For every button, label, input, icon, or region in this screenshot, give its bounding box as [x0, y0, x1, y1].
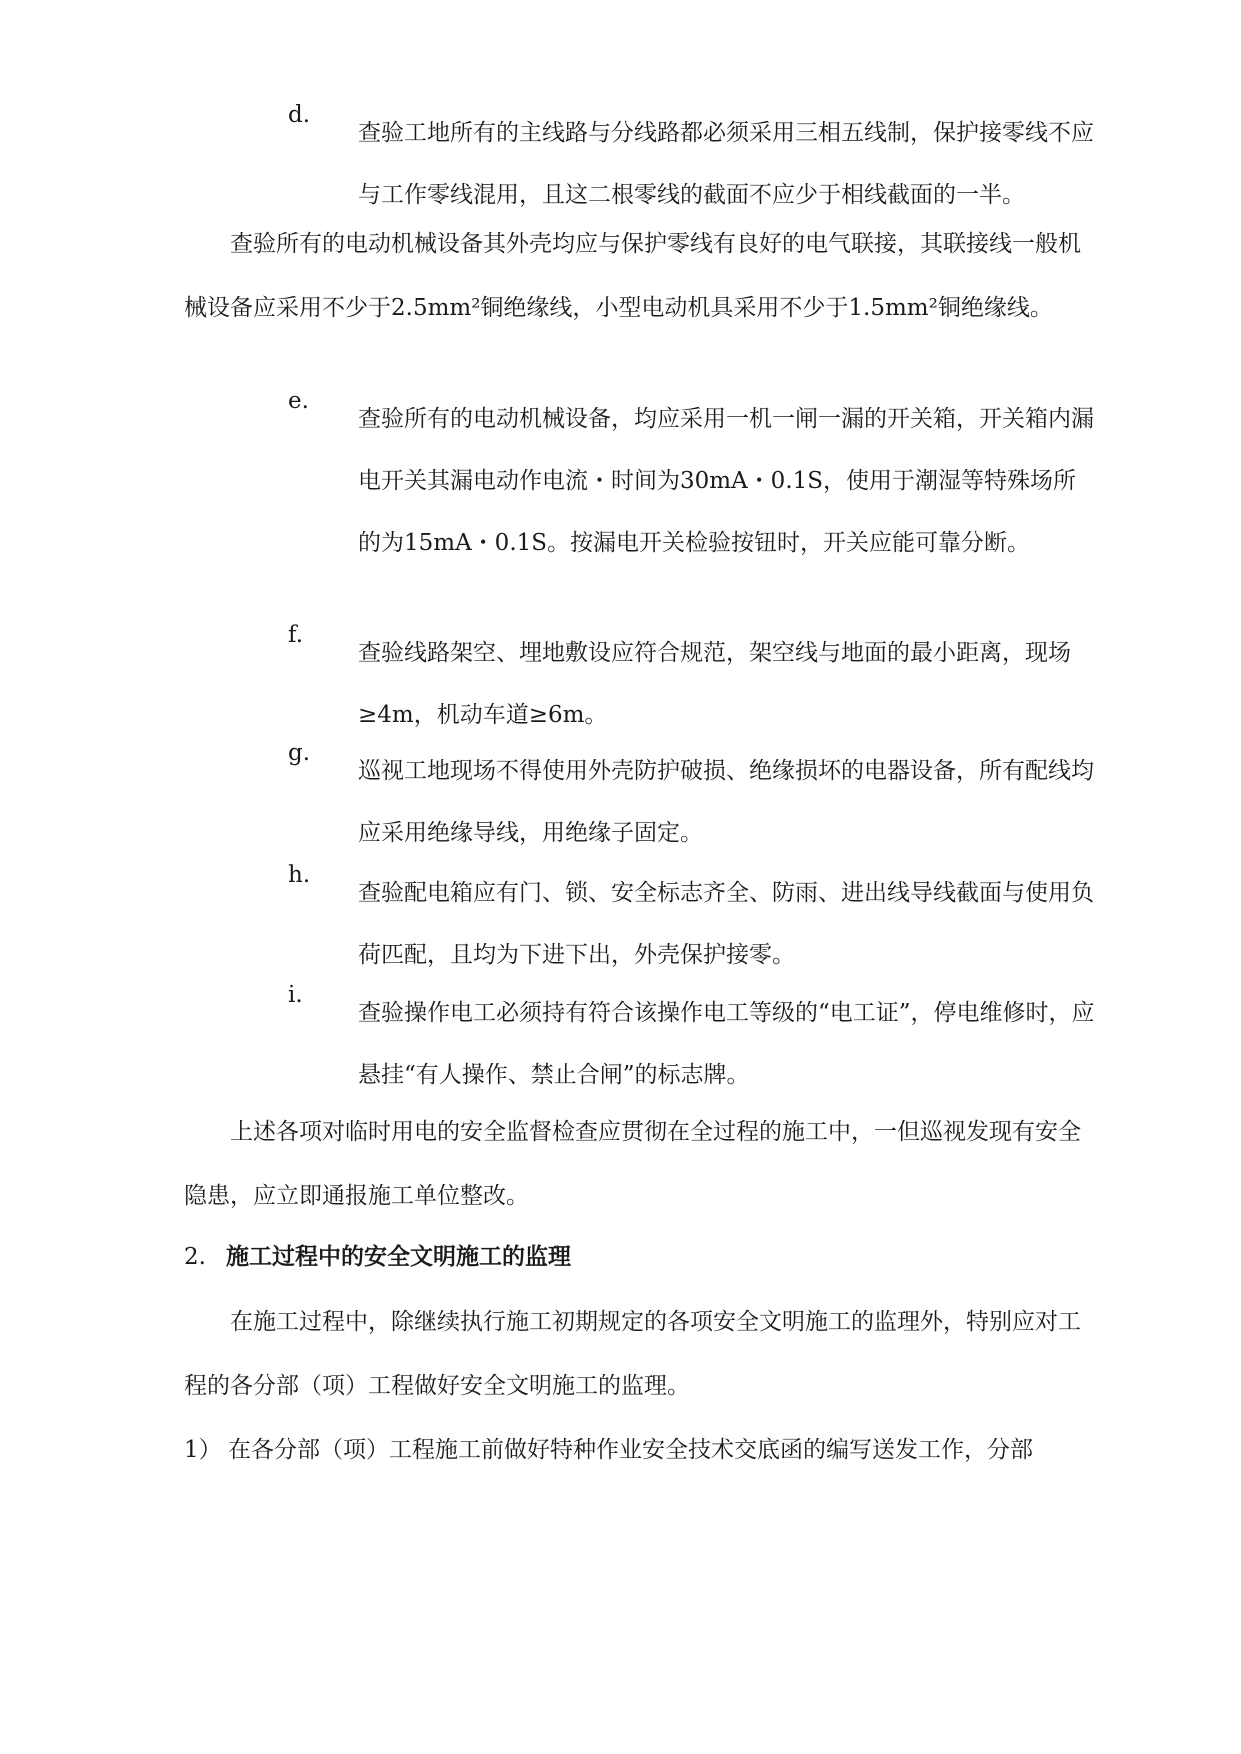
list-item-h — [288, 862, 1098, 986]
list-marker: f. — [288, 622, 304, 648]
list-item-text: 查验配电箱应有门、锁、安全标志齐全、防雨、进出线导线截面与使用负荷匹配，且均为下进下出，外壳保护接零。 — [358, 880, 1094, 968]
list-marker: g. — [288, 740, 311, 766]
list-item-text: 查验工地所有的主线路与分线路都必须采用三相五线制，保护接零线不应与工作零线混用，且这二根零线的截面不应少于相线截面的一半。 — [358, 120, 1094, 208]
section-number: 2. — [184, 1244, 206, 1270]
section-heading — [184, 1238, 1098, 1271]
list-item-e — [288, 388, 1098, 574]
paragraph-summary: 上述各项对临时用电的安全监督检查应贯彻在全过程的施工中，一但巡视发现有安全隐患，应立即通报施工单位整改。 — [184, 1119, 1081, 1209]
list-marker: d. — [288, 102, 311, 128]
list-item-i — [288, 982, 1098, 1106]
paragraph-intro: 在施工过程中，除继续执行施工初期规定的各项安全文明施工的监理外，特别应对工程的各分部（项）工程做好安全文明施工的监理。 — [184, 1309, 1081, 1399]
list-item-text: 查验线路架空、埋地敷设应符合规范，架空线与地面的最小距离，现场≥4m，机动车道≥6m。 — [358, 640, 1071, 728]
item-text: 在各分部（项）工程施工前做好特种作业安全技术交底函的编写送发工作，分部 — [228, 1437, 1033, 1463]
list-item-f — [288, 622, 1098, 746]
section-title: 施工过程中的安全文明施工的监理 — [226, 1243, 571, 1270]
list-item-text: 巡视工地现场不得使用外壳防护破损、绝缘损坏的电器设备，所有配线均应采用绝缘导线，用绝缘子固定。 — [358, 758, 1094, 846]
list-item-d — [288, 102, 1098, 226]
numbered-item-1 — [184, 1418, 1098, 1482]
list-marker: i. — [288, 982, 303, 1008]
list-item-text: 查验所有的电动机械设备，均应采用一机一闸一漏的开关箱，开关箱内漏电开关其漏电动作电流・时间为30mA・0.1S，使用于潮湿等特殊场所的为15mA・0.1S。按漏电开关检验按钮时，开关应能可靠分断。 — [358, 406, 1094, 556]
list-item-g — [288, 740, 1098, 864]
list-marker: h. — [288, 862, 311, 888]
list-item-text: 查验操作电工必须持有符合该操作电工等级的“电工证”，停电维修时，应悬挂“有人操作、禁止合闸”的标志牌。 — [358, 1000, 1095, 1088]
item-number: 1） — [184, 1437, 222, 1463]
list-marker: e. — [288, 388, 309, 414]
paragraph-grounding: 查验所有的电动机械设备其外壳均应与保护零线有良好的电气联接，其联接线一般机械设备应采用不少于2.5mm²铜绝缘线，小型电动机具采用不少于1.5mm²铜绝缘线。 — [184, 231, 1081, 321]
